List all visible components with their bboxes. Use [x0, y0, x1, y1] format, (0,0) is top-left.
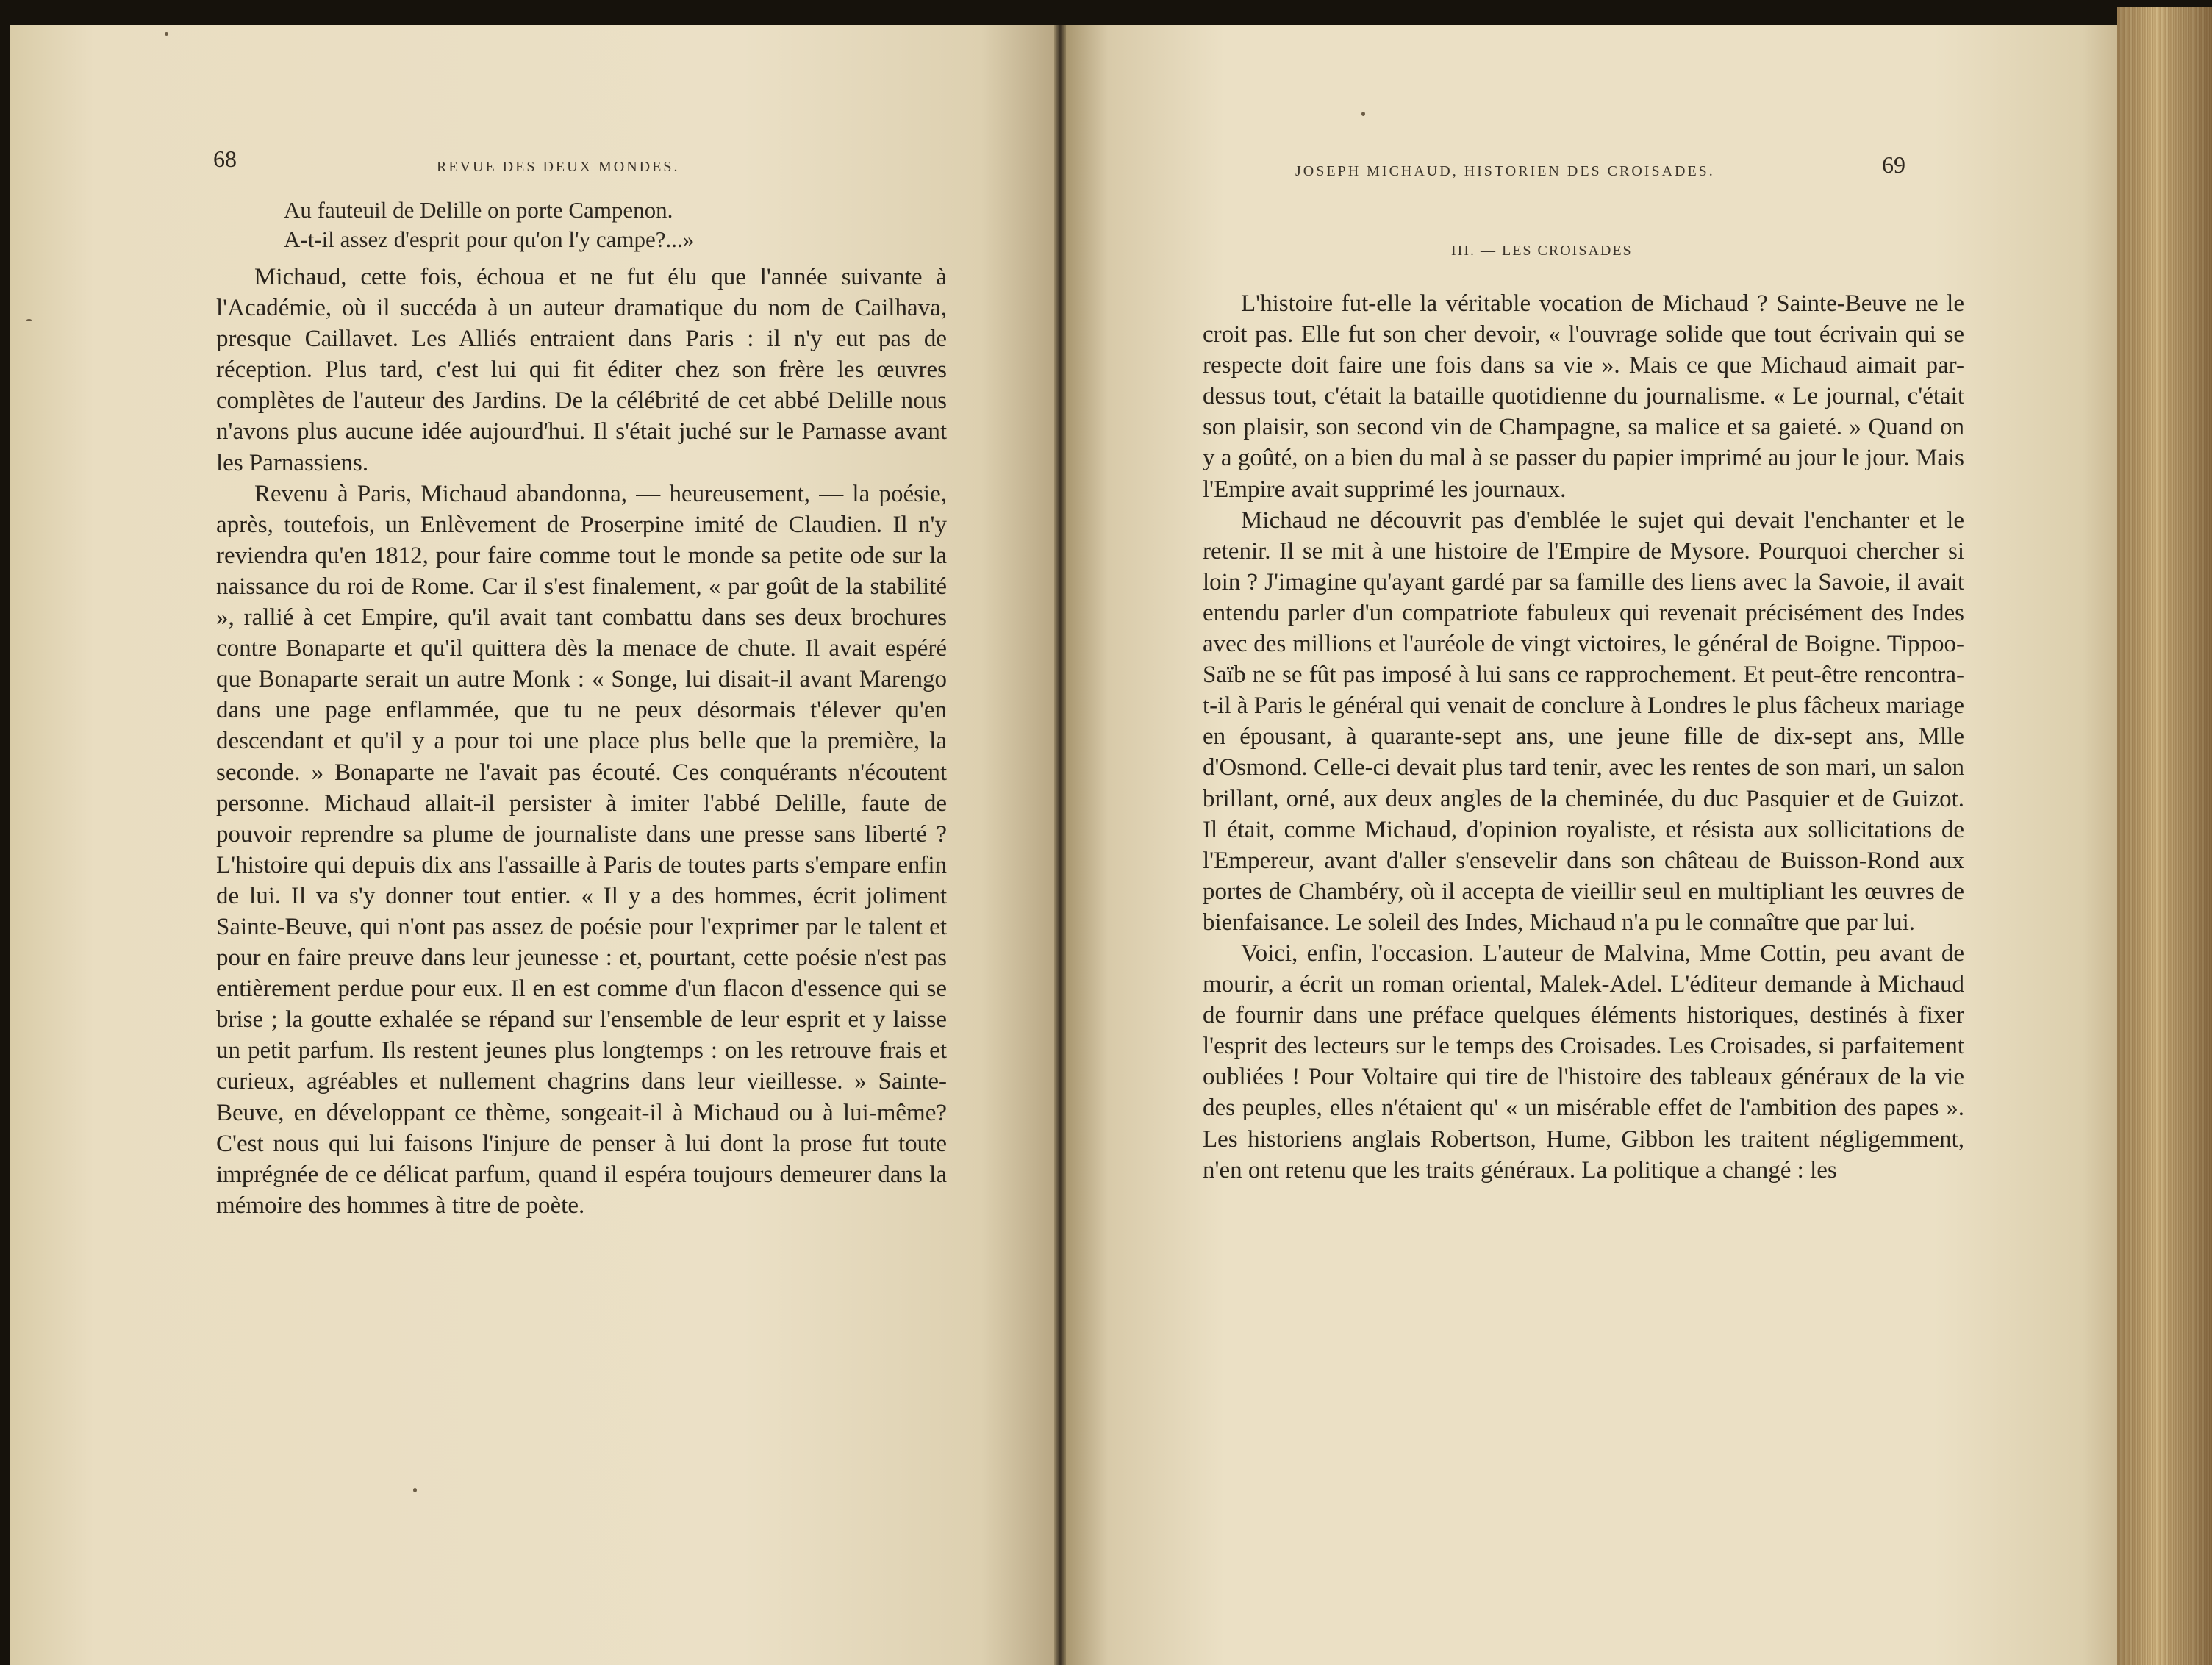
- page-number: 69: [1882, 151, 1905, 178]
- book-gutter: [1054, 25, 1066, 1665]
- body-text: [1203, 288, 1964, 1186]
- right-page: [1066, 25, 2125, 1665]
- verse-line: Au fauteuil de Delille on porte Campenon.: [284, 197, 673, 223]
- page-number: 68: [213, 146, 237, 172]
- body-text: [216, 262, 947, 1221]
- verse-line: A-t-il assez d'esprit pour qu'on l'y campe?...»: [284, 226, 695, 252]
- paragraph: Revenu à Paris, Michaud abandonna, — heureusement, — la poésie, après, toutefois, un Enlèvement de Proserpine imité de Claudien. Il n'y reviendra qu'en 1812, pour faire comme tout le monde sa petite ode sur la naissance du roi de Rome. Car il s'est finalement, « par goût de la stabilité », rallié à cet Empire, qu'il avait tant combattu dans ses deux brochures contre Bonaparte et qu'il quittera dès la menace de chute. Il avait espéré que Bonaparte serait un autre Monk : « Songe, lui disait-il avant Marengo dans une page enflammée, que tu ne peux désormais t'élever qu'en descendant et qu'il y a pour toi une place plus belle que la première, la seconde. » Bonaparte ne l'avait pas écouté. Ces conquérants n'écoutent personne. Michaud allait-il persister à imiter l'abbé Delille, faute de pouvoir reprendre sa plume de journaliste dans une presse sans liberté ? L'histoire qui depuis dix ans l'assaille à Paris de toutes parts s'empare enfin de lui. Il va s'y donner tout entier. « Il y a des hommes, écrit joliment Sainte-Beuve, qui n'ont pas assez de poésie pour l'exprimer par le talent et pour en faire preuve dans leur jeunesse : et, pourtant, cette poésie n'est pas entièrement perdue pour eux. Il en est comme d'un flacon d'essence qui se brise ; la goutte exhalée se répand sur l'ensemble de leur esprit et y laisse un petit parfum. Ils restent jeunes plus longtemps : on les retrouve frais et curieux, agréables et nullement chagrins dans leur vieillesse. » Sainte-Beuve, en développant ce thème, songeait-il à Michaud ou à lui-même? C'est nous qui lui faisons l'injure de penser à lui dont la prose fut toute imprégnée de ce délicat parfum, quand il espéra toujours demeurer dans la mémoire des hommes à titre de poète.: [216, 480, 947, 1219]
- paragraph: Voici, enfin, l'occasion. L'auteur de Malvina, Mme Cottin, peu avant de mourir, a écrit un roman oriental, Malek-Adel. L'éditeur demande à Michaud de fournir dans une préface quelques éléments historiques, destinés à fixer l'esprit des lecteurs sur le temps des Croisades. Les Croisades, si parfaitement oubliées ! Pour Voltaire qui tire de l'histoire des tableaux généraux de la vie des peuples, elles n'étaient qu' « un misérable effet de l'ambition des papes ». Les historiens anglais Robertson, Hume, Gibbon les traitent négligemment, n'en ont retenu que les traits généraux. La politique a changé : les: [1203, 939, 1964, 1184]
- paragraph: Michaud ne découvrit pas d'emblée le sujet qui devait l'enchanter et le retenir. Il se mit à une histoire de l'Empire de Mysore. Pourquoi chercher si loin ? J'imagine qu'ayant gardé par sa famille des liens avec la Savoie, il avait entendu parler d'un compatriote fabuleux qui revenait précisément des Indes avec des millions et l'auréole de vingt victoires, le général de Boigne. Tippoo-Saïb ne se fût pas imposé à lui sans ce rapprochement. Et peut-être rencontra-t-il à Paris le général qui venait de conclure à Londres le plus fâcheux mariage en épousant, à quarante-sept ans, une jeune fille de dix-sept ans, Mlle d'Osmond. Celle-ci devait plus tard tenir, avec les rentes de son mari, un salon brillant, orné, aux deux angles de la cheminée, du duc Pasquier et de Guizot. Il était, comme Michaud, d'opinion royaliste, et résista aux sollicitations de l'Empereur, avant d'aller s'ensevelir dans son château de Buisson-Rond aux portes de Chambéry, où il accepta de vieillir seul en multipliant les œuvres de bienfaisance. Le soleil des Indes, Michaud n'a pu le connaître que par lui.: [1203, 506, 1964, 936]
- paper-speck: [26, 319, 32, 321]
- section-heading: III. — LES CROISADES: [1451, 243, 1633, 259]
- paper-speck: [165, 32, 168, 36]
- left-page: [10, 25, 1054, 1665]
- page-edges: [2117, 7, 2212, 1665]
- paragraph: L'histoire fut-elle la véritable vocation de Michaud ? Sainte-Beuve ne le croit pas. Elle fut son cher devoir, « l'ouvrage solide que tout écrivain qui se respecte doit faire une fois dans sa vie ». Mais ce que Michaud aimait par-dessus tout, c'était la bataille quotidienne du journalisme. « Le journal, c'était son plaisir, son second vin de Champagne, sa malice et sa gaieté. » Quand on y a goûté, on a bien du mal à se passer du papier imprimé au jour le jour. Mais l'Empire avait supprimé les journaux.: [1203, 290, 1964, 503]
- running-head: REVUE DES DEUX MONDES.: [437, 159, 680, 175]
- paper-speck: [1361, 112, 1365, 116]
- paragraph: Michaud, cette fois, échoua et ne fut élu que l'année suivante à l'Académie, où il succéda à un auteur dramatique du nom de Cailhava, presque Caillavet. Les Alliés entraient dans Paris : il n'y eut pas de réception. Plus tard, c'est lui qui fit éditer chez son frère les œuvres complètes de l'auteur des Jardins. De la célébrité de cet abbé Delille nous n'avons plus aucune idée aujourd'hui. Il s'était juché sur le Parnasse avant les Parnassiens.: [216, 264, 947, 476]
- verse-quote: [284, 196, 694, 254]
- paper-speck: [413, 1488, 417, 1492]
- running-head: JOSEPH MICHAUD, HISTORIEN DES CROISADES.: [1295, 163, 1715, 179]
